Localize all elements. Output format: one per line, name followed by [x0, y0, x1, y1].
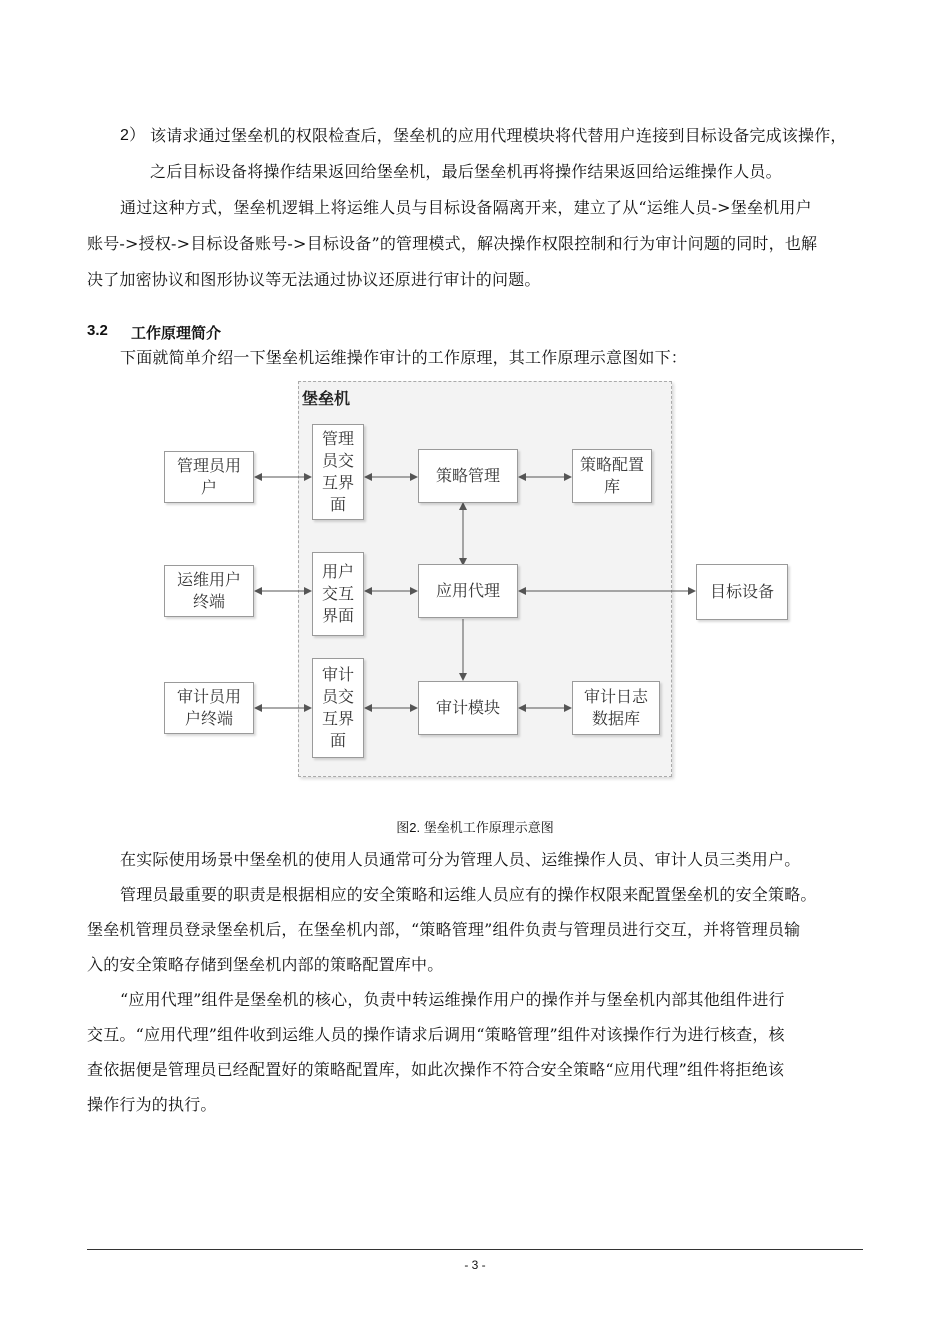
paragraph-line: 入的安全策略存储到堡垒机内部的策略配置库中。 [87, 955, 444, 974]
section-intro: 下面就简单介绍一下堡垒机运维操作审计的工作原理，其工作原理示意图如下： [120, 348, 688, 367]
paragraph-line: “应用代理”组件是堡垒机的核心，负责中转运维操作用户的操作并与堡垒机内部其他组件进行 [120, 990, 785, 1009]
paragraph-line: 该请求通过堡垒机的权限检查后，堡垒机的应用代理模块将代替用户连接到目标设备完成该操作， [150, 126, 847, 145]
node-audit-log-db: 审计日志数据库 [572, 681, 660, 735]
paragraph-line: 账号->授权->目标设备账号->目标设备”的管理模式，解决操作权限控制和行为审计问题的同时，也解 [87, 234, 818, 253]
page-number: - 3 - [464, 1258, 486, 1272]
list-number: 2） [120, 127, 146, 144]
container-title: 堡垒机 [302, 389, 351, 408]
node-audit-module: 审计模块 [418, 681, 518, 735]
node-admin-user: 管理员用户 [164, 451, 254, 503]
node-user-ui: 用户交互界面 [312, 552, 364, 636]
node-policy-db: 策略配置库 [572, 449, 652, 503]
paragraph-line: 通过这种方式，堡垒机逻辑上将运维人员与目标设备隔离开来，建立了从“运维人员->堡垒机用户 [120, 198, 812, 217]
node-auditor-terminal: 审计员用户终端 [164, 682, 254, 734]
paragraph-line: 交互。“应用代理”组件收到运维人员的操作请求后调用“策略管理”组件对该操作行为进行核查，核 [87, 1025, 785, 1044]
paragraph-line: 操作行为的执行。 [87, 1095, 217, 1114]
section-number: 3.2 [87, 322, 108, 339]
figure-caption: 图2. 堡垒机工作原理示意图 [396, 820, 554, 835]
node-target-device: 目标设备 [696, 564, 788, 620]
paragraph-line: 堡垒机管理员登录堡垒机后，在堡垒机内部，“策略管理”组件负责与管理员进行交互，并将管理员输 [87, 920, 801, 939]
paragraph-line: 管理员最重要的职责是根据相应的安全策略和运维人员应有的操作权限来配置堡垒机的安全策略。 [120, 885, 817, 904]
paragraph-line: 在实际使用场景中堡垒机的使用人员通常可分为管理人员、运维操作人员、审计人员三类用户。 [120, 850, 801, 869]
paragraph-line: 决了加密协议和图形协议等无法通过协议还原进行审计的问题。 [87, 270, 541, 289]
paragraph-line: 之后目标设备将操作结果返回给堡垒机，最后堡垒机再将操作结果返回给运维操作人员。 [150, 162, 782, 181]
node-ops-terminal: 运维用户终端 [164, 565, 254, 617]
node-admin-ui: 管理员交互界面 [312, 424, 364, 520]
node-policy-mgmt: 策略管理 [418, 449, 518, 503]
section-title: 工作原理简介 [131, 325, 222, 342]
node-app-proxy: 应用代理 [418, 564, 518, 618]
node-auditor-ui: 审计员交互界面 [312, 658, 364, 758]
footer-rule [87, 1249, 863, 1250]
paragraph-line: 查依据便是管理员已经配置好的策略配置库，如此次操作不符合安全策略“应用代理”组件将拒绝该 [87, 1060, 785, 1079]
